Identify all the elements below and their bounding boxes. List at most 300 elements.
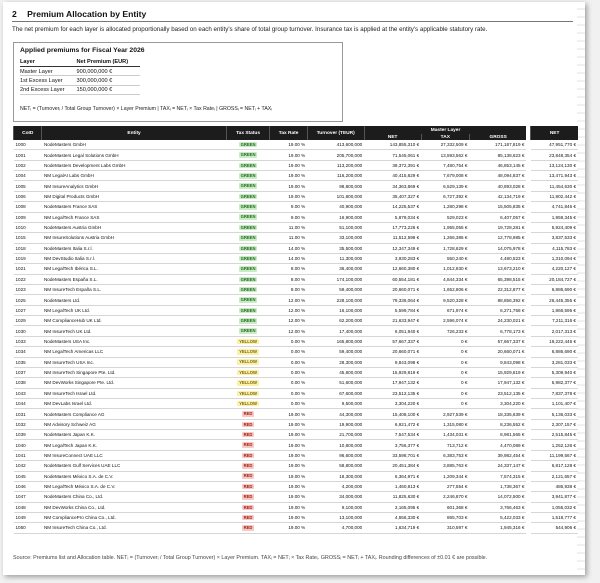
col-next-net: NET	[531, 126, 578, 140]
cell-tax-rate: 0.00 %	[270, 388, 307, 398]
cell-turnover: 51,600,000	[307, 378, 364, 388]
status-badge: GREEN	[240, 162, 256, 168]
cell-tax-rate: 0.00 %	[270, 336, 307, 346]
table-row	[14, 233, 579, 243]
cell-tax-status	[226, 160, 270, 170]
cell-tax-rate: 19.00 %	[270, 523, 307, 533]
cell-gross: 42,134,719 €	[469, 191, 526, 201]
cell-tax-status	[226, 191, 270, 201]
cell-tax-status	[226, 171, 270, 181]
cell-tax-rate: 19.00 %	[270, 419, 307, 429]
cell-gross: 65,398,515 €	[469, 274, 526, 284]
cell-turnover: 10,800,000	[307, 440, 364, 450]
cell-turnover: 11,300,000	[307, 253, 364, 263]
cell-tax-rate: 12.00 %	[270, 305, 307, 315]
cell-tax-status	[226, 202, 270, 212]
cell-tax: 2,927,539 €	[421, 409, 469, 419]
cell-next-net: 5,309,940 €	[531, 367, 578, 377]
status-badge: GREEN	[240, 183, 256, 189]
cell-net: 3,165,095 €	[364, 502, 421, 512]
cell-tax-rate: 0.00 %	[270, 378, 307, 388]
cell-turnover: 19,900,000	[307, 419, 364, 429]
table-row	[14, 398, 579, 408]
cell-coid: 1019	[14, 253, 42, 263]
cell-entity: NodeMasters France SAS	[42, 202, 226, 212]
cell-tax-rate: 19.00 %	[270, 160, 307, 170]
cell-tax-rate: 11.00 %	[270, 233, 307, 243]
cell-next-net: 1,101,407 €	[531, 398, 578, 408]
cell-turnover: 45,800,000	[307, 367, 364, 377]
cell-net: 3,756,377 €	[364, 440, 421, 450]
cell-next-net: 1,310,094 €	[531, 253, 578, 263]
cell-gross: 8,981,565 €	[469, 430, 526, 440]
cell-tax: 1,012,830 €	[421, 264, 469, 274]
cell-net: 3,304,220 €	[364, 398, 421, 408]
cell-tax: 2,246,870 €	[421, 492, 469, 502]
cell-tax-rate: 0.00 %	[270, 367, 307, 377]
cell-gross: 18,335,639 €	[469, 409, 526, 419]
table-row	[14, 274, 579, 284]
table-row	[14, 222, 579, 232]
cell-coid: 1031	[14, 409, 42, 419]
table-row	[14, 202, 579, 212]
cell-turnover: 33,100,000	[307, 233, 364, 243]
cell-tax-rate: 8.00 %	[270, 264, 307, 274]
cell-next-net: 47,951,770 €	[531, 140, 578, 150]
cell-net: 34,363,869 €	[364, 181, 421, 191]
cell-net: 6,051,940 €	[364, 326, 421, 336]
cell-net: 17,947,132 €	[364, 378, 421, 388]
cell-net: 15,929,819 €	[364, 367, 421, 377]
table-row	[14, 471, 579, 481]
cell-net: 15,408,100 €	[364, 409, 421, 419]
cell-turnover: 18,300,000	[307, 471, 364, 481]
cell-tax-status	[226, 450, 270, 460]
cell-tax: 6,383,753 €	[421, 450, 469, 460]
table-row	[14, 316, 579, 326]
cell-entity: NM CompliancePro China Co., Ltd.	[42, 512, 226, 522]
table-row	[14, 140, 579, 150]
cell-tax: 865,703 €	[421, 512, 469, 522]
table-row	[14, 430, 579, 440]
cell-coid: 1038	[14, 378, 42, 388]
table-row	[14, 409, 579, 419]
cell-tax-status	[226, 523, 270, 533]
heading-rule	[12, 21, 573, 22]
cell-net: 33,598,701 €	[364, 450, 421, 460]
document-page	[3, 2, 585, 575]
cell-coid: 1039	[14, 430, 42, 440]
cell-net: 6,364,971 €	[364, 471, 421, 481]
cell-tax: 3,885,763 €	[421, 461, 469, 471]
status-badge: GREEN	[240, 173, 256, 178]
cell-next-net: 20,184,727 €	[531, 274, 578, 284]
cell-entity: NodeMasters Legal Solutions GmbH	[42, 150, 226, 160]
cell-tax-rate: 12.00 %	[270, 316, 307, 326]
col-layer: Layer	[20, 58, 76, 67]
cell-turnover: 28,300,000	[307, 357, 364, 367]
status-badge: GREEN	[240, 224, 256, 230]
cell-coid: 1006	[14, 191, 42, 201]
cell-gross: 22,312,877 €	[469, 285, 526, 295]
cell-tax: 0 €	[421, 388, 469, 398]
layer-row	[20, 76, 140, 85]
cell-turnover: 40,900,000	[307, 202, 364, 212]
table-row	[14, 378, 579, 388]
cell-entity: NodeMasters China Co., Ltd.	[42, 492, 226, 502]
cell-coid: 1027	[14, 305, 42, 315]
cell-next-net: 11,802,442 €	[531, 191, 578, 201]
cell-turnover: 9,500,000	[307, 398, 364, 408]
cell-entity: NM Digital Products GmbH	[42, 191, 226, 201]
cell-tax: 27,332,509 €	[421, 140, 469, 150]
cell-gross: 3,304,220 €	[469, 398, 526, 408]
cell-entity: NM InsureAnalytics GmbH	[42, 181, 226, 191]
status-badge: GREEN	[240, 245, 256, 251]
cell-next-net: 1,518,777 €	[531, 512, 578, 522]
allocation-table	[13, 126, 578, 534]
cell-gross: 23,512,135 €	[469, 388, 526, 398]
cell-gross: 13,673,210 €	[469, 264, 526, 274]
cell-tax-status	[226, 367, 270, 377]
layer-premium: 900,000,000 €	[76, 67, 140, 76]
cell-tax-status	[226, 398, 270, 408]
table-row	[14, 150, 579, 160]
cell-next-net: 1,055,032 €	[531, 502, 578, 512]
cell-coid: 1041	[14, 450, 42, 460]
cell-coid: 1029	[14, 316, 42, 326]
cell-tax-status	[226, 181, 270, 191]
table-row	[14, 523, 579, 533]
cell-net: 71,545,061 €	[364, 150, 421, 160]
layer-premium: 300,000,000 €	[76, 76, 140, 85]
cell-next-net: 3,281,033 €	[531, 357, 578, 367]
cell-next-net: 4,220,127 €	[531, 264, 578, 274]
cell-gross: 9,843,098 €	[469, 357, 526, 367]
cell-tax: 0 €	[421, 336, 469, 346]
cell-tax-status	[226, 222, 270, 232]
cell-tax: 7,679,008 €	[421, 171, 469, 181]
status-badge: GREEN	[240, 204, 256, 210]
status-badge: RED	[243, 494, 253, 500]
table-row	[14, 440, 579, 450]
cell-next-net: 486,938 €	[531, 481, 578, 491]
cell-net: 143,855,310 €	[364, 140, 421, 150]
cell-tax-rate: 14.00 %	[270, 253, 307, 263]
table-row	[14, 492, 579, 502]
cell-tax-status	[226, 295, 270, 305]
status-badge: GREEN	[240, 193, 256, 199]
cell-tax-rate: 12.00 %	[270, 326, 307, 336]
cell-entity: NM LegalTech Japan K.K.	[42, 440, 226, 450]
cell-net: 60,554,181 €	[364, 274, 421, 284]
cell-tax-rate: 19.00 %	[270, 502, 307, 512]
table-row	[14, 367, 579, 377]
cell-tax-rate: 19.00 %	[270, 461, 307, 471]
cell-entity: NM ComplianceHub UK Ltd.	[42, 316, 226, 326]
cell-tax-rate: 19.00 %	[270, 440, 307, 450]
status-badge: RED	[243, 442, 253, 448]
cell-coid: 1033	[14, 336, 42, 346]
cell-next-net: 6,817,128 €	[531, 461, 578, 471]
table-row	[14, 285, 579, 295]
status-badge: RED	[243, 473, 253, 479]
cell-tax-rate: 19.00 %	[270, 450, 307, 460]
cell-entity: NM LegalTech México S.A. de C.V.	[42, 481, 226, 491]
cell-tax: 0 €	[421, 367, 469, 377]
cell-turnover: 58,800,000	[307, 461, 364, 471]
table-row	[14, 305, 579, 315]
status-badge: GREEN	[240, 307, 256, 313]
cell-turnover: 67,600,000	[307, 388, 364, 398]
cell-net: 40,415,829 €	[364, 171, 421, 181]
cell-gross: 1,945,316 €	[469, 523, 526, 533]
cell-entity: NM Advisory Schweiz AG	[42, 419, 226, 429]
cell-entity: NodeMasters GmbH	[42, 140, 226, 150]
cell-net: 20,660,071 €	[364, 347, 421, 357]
cell-next-net: 6,886,690 €	[531, 347, 578, 357]
cell-coid: 1034	[14, 347, 42, 357]
cell-tax-status	[226, 305, 270, 315]
cell-next-net: 23,848,354 €	[531, 150, 578, 160]
cell-tax-rate: 9.00 %	[270, 212, 307, 222]
cell-entity: NodeMasters Austria GmbH	[42, 222, 226, 232]
status-badge: YELLOW	[239, 338, 257, 344]
cell-turnover: 36,400,000	[307, 264, 364, 274]
cell-tax-status	[226, 336, 270, 346]
cell-tax-rate: 19.00 %	[270, 481, 307, 491]
cell-tax-rate: 0.00 %	[270, 347, 307, 357]
cell-tax: 1,955,055 €	[421, 222, 469, 232]
cell-entity: NM InsureTech USA Inc.	[42, 357, 226, 367]
cell-tax-rate: 19.00 %	[270, 409, 307, 419]
cell-net: 21,633,947 €	[364, 316, 421, 326]
cell-next-net: 11,199,567 €	[531, 450, 578, 460]
status-badge: GREEN	[240, 266, 256, 272]
cell-net: 4,556,330 €	[364, 512, 421, 522]
cell-coid: 1009	[14, 212, 42, 222]
table-row	[14, 212, 579, 222]
cell-coid: 1030	[14, 326, 42, 336]
cell-coid: 1022	[14, 274, 42, 284]
cell-gross: 24,230,021 €	[469, 316, 526, 326]
cell-turnover: 59,400,000	[307, 347, 364, 357]
table-row	[14, 243, 579, 253]
status-badge: GREEN	[240, 286, 256, 292]
cell-next-net: 5,924,409 €	[531, 222, 578, 232]
cell-net: 1,460,813 €	[364, 481, 421, 491]
cell-net: 9,843,098 €	[364, 357, 421, 367]
cell-next-net: 3,837,533 €	[531, 233, 578, 243]
status-badge: RED	[243, 411, 253, 417]
status-badge: YELLOW	[239, 390, 257, 396]
cell-entity: NodeMasters Japan K.K.	[42, 430, 226, 440]
status-badge: RED	[243, 514, 253, 520]
cell-entity: NodeMasters Ltd.	[42, 295, 226, 305]
cell-coid: 1000	[14, 140, 42, 150]
cell-next-net: 6,886,690 €	[531, 285, 578, 295]
table-row	[14, 450, 579, 460]
cell-next-net: 2,515,845 €	[531, 430, 578, 440]
cell-tax-status	[226, 440, 270, 450]
table-row	[14, 481, 579, 491]
cell-turnover: 101,800,000	[307, 191, 364, 201]
cell-next-net: 7,837,378 €	[531, 388, 578, 398]
cell-entity: NM DevWorks China Co., Ltd.	[42, 502, 226, 512]
cell-tax-status	[226, 512, 270, 522]
table-row	[14, 502, 579, 512]
cell-tax-status	[226, 233, 270, 243]
status-badge: YELLOW	[239, 349, 257, 355]
cell-turnover: 13,100,000	[307, 512, 364, 522]
cell-gross: 15,929,819 €	[469, 367, 526, 377]
cell-coid: 1044	[14, 398, 42, 408]
cell-gross: 20,660,071 €	[469, 347, 526, 357]
cell-net: 12,660,380 €	[364, 264, 421, 274]
table-row	[14, 191, 579, 201]
cell-coid: 1037	[14, 367, 42, 377]
cell-next-net: 4,741,846 €	[531, 202, 578, 212]
cell-net: 14,225,537 €	[364, 202, 421, 212]
cell-coid: 1046	[14, 481, 42, 491]
cell-tax: 671,974 €	[421, 305, 469, 315]
table-row	[14, 388, 579, 398]
cell-gross: 14,075,978 €	[469, 243, 526, 253]
cell-entity: NM InsureTech China Co., Ltd.	[42, 523, 226, 533]
cell-tax: 2,596,074 €	[421, 316, 469, 326]
cell-gross: 12,778,985 €	[469, 233, 526, 243]
cell-tax-status	[226, 378, 270, 388]
cell-coid: 1023	[14, 285, 42, 295]
cell-tax-status	[226, 388, 270, 398]
cell-tax-rate: 0.00 %	[270, 357, 307, 367]
section-heading	[12, 9, 146, 19]
cell-tax-status	[226, 502, 270, 512]
cell-next-net: 11,454,630 €	[531, 181, 578, 191]
cell-gross: 6,271,758 €	[469, 305, 526, 315]
cell-entity: NM InsureTech UK Ltd.	[42, 326, 226, 336]
cell-gross: 6,407,057 €	[469, 212, 526, 222]
cell-tax: 0 €	[421, 347, 469, 357]
layer-row	[20, 85, 140, 94]
cell-entity: NM LegalTech Americas LLC	[42, 347, 226, 357]
cell-tax-status	[226, 419, 270, 429]
cell-tax-status	[226, 471, 270, 481]
status-badge: GREEN	[240, 255, 256, 261]
cell-next-net: 1,866,595 €	[531, 305, 578, 315]
col-group-master-layer: Master Layer	[364, 126, 526, 134]
cell-tax-rate: 19.00 %	[270, 492, 307, 502]
cell-turnover: 116,200,000	[307, 171, 364, 181]
cell-tax: 1,434,031 €	[421, 430, 469, 440]
cell-next-net: 5,982,377 €	[531, 378, 578, 388]
cell-next-net: 2,307,157 €	[531, 419, 578, 429]
cell-entity: NM InsureTech España S.L.	[42, 285, 226, 295]
table-row	[14, 326, 579, 336]
status-badge: YELLOW	[239, 369, 257, 375]
cell-coid: 1002	[14, 160, 42, 170]
cell-next-net: 544,906 €	[531, 523, 578, 533]
cell-tax-status	[226, 347, 270, 357]
col-tax-status: Tax Status	[226, 126, 270, 140]
status-badge: GREEN	[240, 297, 256, 303]
cell-coid: 1043	[14, 388, 42, 398]
cell-tax: 1,280,298 €	[421, 202, 469, 212]
cell-gross: 19,728,281 €	[469, 222, 526, 232]
cell-net: 3,930,283 €	[364, 253, 421, 263]
cell-entity: NM LegalTech France SAS	[42, 212, 226, 222]
cell-tax-rate: 0.00 %	[270, 398, 307, 408]
cell-entity: NodeMasters España S.L.	[42, 274, 226, 284]
cell-entity: NodeMasters Italia S.r.l.	[42, 243, 226, 253]
cell-turnover: 35,500,000	[307, 243, 364, 253]
cell-tax: 1,315,080 €	[421, 419, 469, 429]
cell-next-net: 2,121,657 €	[531, 471, 578, 481]
cell-tax-rate: 19.00 %	[270, 512, 307, 522]
cell-gross: 17,947,132 €	[469, 378, 526, 388]
layer-name: 2nd Excess Layer	[20, 85, 76, 94]
cell-entity: NM DevLabs Israel Ltd.	[42, 398, 226, 408]
cell-coid: 1021	[14, 264, 42, 274]
status-badge: YELLOW	[239, 380, 257, 386]
source-note: Source: Premiums list and Allocation table. NETᵢ = (Turnoverᵢ / Total Group Turnover) × Layer Premium. TAXᵢ = NETᵢ × Tax Rateᵢ. GROSSᵢ = NETᵢ + TAXᵢ. Rounding differences of ±0.01 € are possible.	[13, 555, 488, 561]
cell-turnover: 174,100,000	[307, 274, 364, 284]
cell-turnover: 21,700,000	[307, 430, 364, 440]
cell-tax-status	[226, 409, 270, 419]
status-badge: RED	[243, 463, 253, 469]
status-badge: GREEN	[240, 214, 256, 220]
cell-turnover: 205,700,000	[307, 150, 364, 160]
cell-tax-rate: 12.00 %	[270, 295, 307, 305]
cell-gross: 3,766,463 €	[469, 502, 526, 512]
cell-net: 5,599,784 €	[364, 305, 421, 315]
applied-premiums-table	[20, 58, 140, 95]
cell-gross: 46,853,145 €	[469, 160, 526, 170]
cell-entity: NM LegalTech Ibérica S.L.	[42, 264, 226, 274]
allocation-formula: NETᵢ = (Turnoverᵢ / Total Group Turnover) × Layer Premium | TAXᵢ = NETᵢ × Tax Rateᵢ | GROSSᵢ = NETᵢ + TAXᵢ	[20, 106, 273, 112]
cell-net: 79,336,064 €	[364, 295, 421, 305]
cell-gross: 48,094,837 €	[469, 171, 526, 181]
cell-tax: 1,728,629 €	[421, 243, 469, 253]
cell-tax-status	[226, 243, 270, 253]
cell-tax-status	[226, 492, 270, 502]
cell-turnover: 4,700,000	[307, 523, 364, 533]
cell-coid: 1008	[14, 202, 42, 212]
status-badge: RED	[243, 483, 253, 489]
table-row	[14, 336, 579, 346]
cell-next-net: 7,211,316 €	[531, 316, 578, 326]
cell-tax-status	[226, 253, 270, 263]
cell-turnover: 228,100,000	[307, 295, 364, 305]
cell-turnover: 96,600,000	[307, 450, 364, 460]
cell-turnover: 34,000,000	[307, 492, 364, 502]
cell-coid: 1032	[14, 419, 42, 429]
cell-turnover: 413,600,000	[307, 140, 364, 150]
status-badge: YELLOW	[239, 359, 257, 365]
cell-coid: 1050	[14, 523, 42, 533]
cell-turnover: 16,100,000	[307, 305, 364, 315]
cell-tax: 1,652,806 €	[421, 285, 469, 295]
cell-net: 12,347,349 €	[364, 243, 421, 253]
cell-gross: 88,856,392 €	[469, 295, 526, 305]
table-row	[14, 253, 579, 263]
cell-entity: NM InsureConnect UAE LLC	[42, 450, 226, 460]
cell-coid: 1015	[14, 233, 42, 243]
cell-next-net: 13,471,943 €	[531, 171, 578, 181]
table-row	[14, 181, 579, 191]
cell-net: 23,512,135 €	[364, 388, 421, 398]
cell-coid: 1048	[14, 502, 42, 512]
